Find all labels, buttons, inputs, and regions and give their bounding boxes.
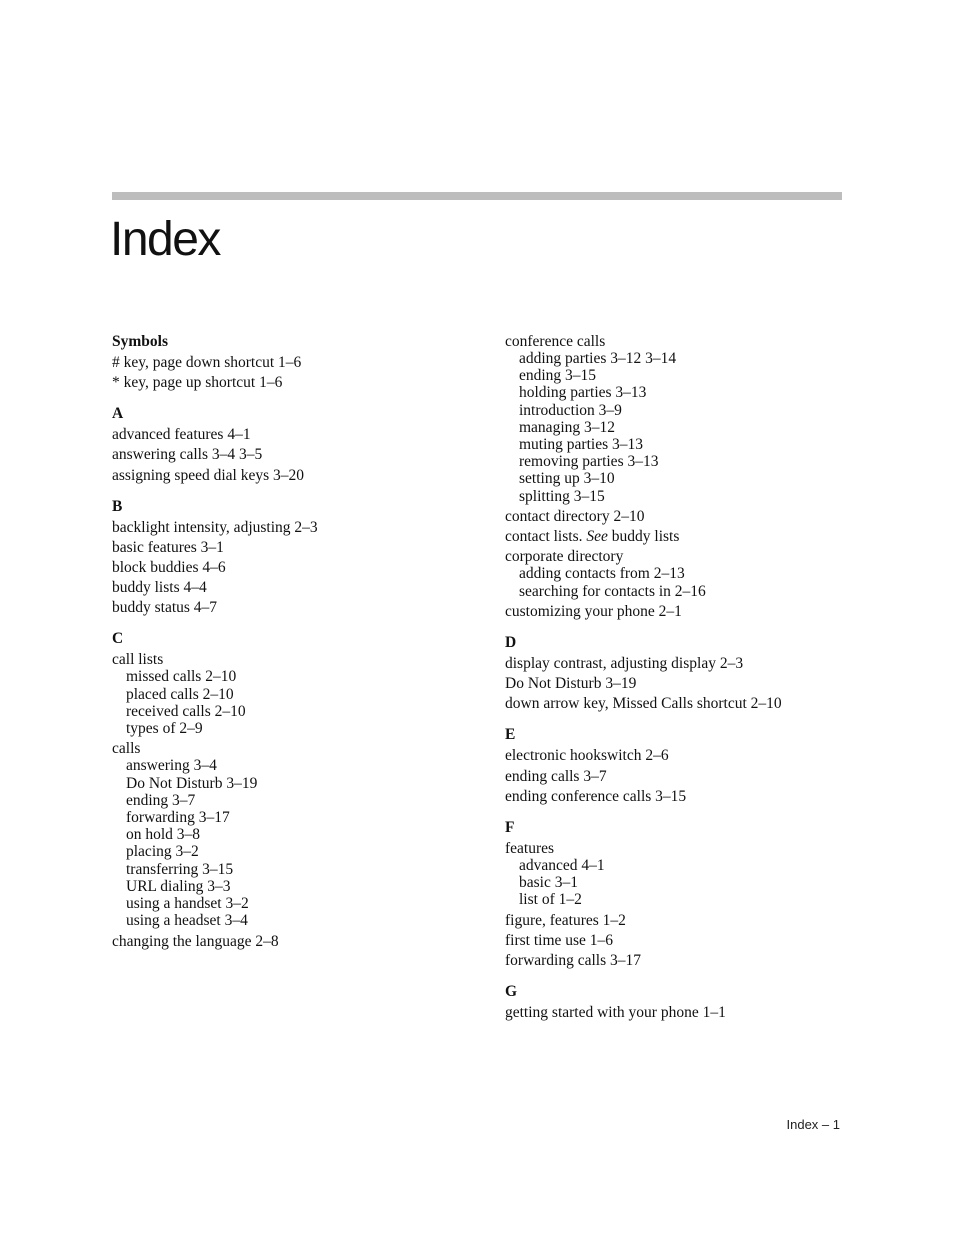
- index-subentry: list of 1–2: [519, 891, 582, 909]
- index-column-right: [505, 333, 845, 1035]
- index-entry: [505, 528, 845, 545]
- index-section: [505, 726, 845, 804]
- index-entry: [112, 374, 472, 391]
- index-entry: [112, 559, 472, 576]
- page-footer: Index – 1: [786, 1117, 840, 1132]
- index-entry: [505, 508, 845, 525]
- index-subentry: introduction 3–9: [519, 401, 622, 419]
- index-section: [112, 498, 472, 617]
- index-section: [505, 333, 845, 620]
- entry-term: features: [505, 839, 555, 857]
- index-entry-text: [505, 603, 845, 620]
- section-letter: C: [112, 630, 124, 648]
- entry-term: # key, page down shortcut 1–6: [112, 354, 302, 371]
- index-entry: [505, 603, 845, 620]
- index-entry-text: [112, 374, 472, 391]
- index-entry-text: [505, 768, 845, 785]
- entry-term: basic features 3–1: [112, 538, 224, 556]
- index-subentry: URL dialing 3–3: [126, 877, 231, 895]
- index-entry-text: [112, 599, 472, 616]
- section-letter: G: [505, 982, 518, 1000]
- index-subentry: missed calls 2–10: [126, 668, 237, 686]
- index-entry-text: [112, 539, 472, 556]
- index-entry-text: [505, 912, 845, 929]
- entry-term: call lists: [112, 651, 164, 669]
- entry-term: ending calls 3–7: [505, 767, 607, 785]
- index-entry: [112, 354, 472, 371]
- index-entry: [505, 333, 845, 505]
- index-entry-text: [505, 333, 845, 350]
- index-section: [112, 630, 472, 949]
- entry-term: contact lists.: [505, 528, 587, 546]
- entry-term: changing the language 2–8: [112, 932, 279, 950]
- index-entry: [112, 740, 472, 929]
- index-subentry: ending 3–15: [519, 367, 597, 385]
- index-subentry: setting up 3–10: [519, 470, 615, 488]
- entry-term: electronic hookswitch 2–6: [505, 747, 669, 765]
- index-subentry: ending 3–7: [126, 791, 196, 809]
- index-entry: [505, 788, 845, 805]
- index-entry: [112, 651, 472, 737]
- section-letter: B: [112, 497, 123, 515]
- index-entry: [505, 932, 845, 949]
- index-section: [112, 333, 472, 391]
- index-entry-text: [505, 655, 845, 672]
- entry-term: corporate directory: [505, 548, 624, 566]
- section-letter: E: [505, 726, 516, 744]
- index-entry: [505, 768, 845, 785]
- index-entry-text: [112, 579, 472, 596]
- index-entry-text: [112, 559, 472, 576]
- index-subentry: advanced 4–1: [519, 856, 605, 874]
- index-entry: [505, 912, 845, 929]
- index-entry-text: [112, 740, 472, 757]
- index-subentry: placing 3–2: [126, 843, 199, 861]
- entry-term: Do Not Disturb 3–19: [505, 675, 637, 693]
- index-entry: [505, 747, 845, 764]
- section-letter: A: [112, 405, 124, 423]
- index-entry-text: [112, 467, 472, 484]
- entry-term: contact directory 2–10: [505, 508, 645, 526]
- entry-term: advanced features 4–1: [112, 426, 251, 444]
- index-subentry: using a headset 3–4: [126, 912, 248, 930]
- index-entry-text: [505, 695, 845, 712]
- entry-term: * key, page up shortcut 1–6: [112, 374, 283, 392]
- index-section: [112, 405, 472, 483]
- index-entry-text: [505, 548, 845, 565]
- index-subentry: basic 3–1: [519, 873, 578, 891]
- index-entry: [505, 675, 845, 692]
- index-entry: [505, 695, 845, 712]
- entry-term: answering calls 3–4 3–5: [112, 446, 263, 464]
- index-entry: [505, 655, 845, 672]
- index-subentry: holding parties 3–13: [519, 384, 647, 402]
- index-subentry: adding parties 3–12 3–14: [519, 350, 677, 367]
- entry-term: calls: [112, 740, 141, 758]
- index-entry: [505, 840, 845, 909]
- index-subentry: transferring 3–15: [126, 860, 234, 878]
- index-entry-text: [112, 354, 472, 371]
- index-entry-text: [505, 788, 845, 805]
- index-subentry: types of 2–9: [126, 719, 203, 737]
- index-entry: [112, 933, 472, 950]
- index-entry-text: [505, 747, 845, 764]
- index-subentry: managing 3–12: [519, 418, 615, 436]
- index-subentry: adding contacts from 2–13: [519, 565, 685, 583]
- index-entry: [112, 446, 472, 463]
- header-rule: [112, 192, 842, 200]
- index-subentry: received calls 2–10: [126, 702, 246, 720]
- section-letter: D: [505, 633, 517, 651]
- entry-term: customizing your phone 2–1: [505, 602, 682, 620]
- index-entry-text: [112, 446, 472, 463]
- entry-term: assigning speed dial keys 3–20: [112, 466, 305, 484]
- index-subentry: using a handset 3–2: [126, 894, 249, 912]
- section-letter: Symbols: [112, 333, 168, 350]
- see-target: buddy lists: [607, 528, 680, 546]
- entry-term: buddy status 4–7: [112, 599, 218, 617]
- index-subentry: placed calls 2–10: [126, 685, 234, 703]
- entry-term: conference calls: [505, 333, 606, 350]
- index-entry-text: [505, 528, 845, 545]
- index-entry: [505, 548, 845, 599]
- index-subentry: muting parties 3–13: [519, 436, 643, 454]
- index-entry-text: [112, 933, 472, 950]
- entry-term: figure, features 1–2: [505, 911, 626, 929]
- index-section: [505, 983, 845, 1021]
- index-entry-text: [505, 932, 845, 949]
- index-entry-text: [505, 952, 845, 969]
- section-letter: F: [505, 818, 515, 836]
- index-entry-text: [112, 651, 472, 668]
- index-entry: [112, 599, 472, 616]
- entry-term: first time use 1–6: [505, 931, 614, 949]
- see-reference: See: [586, 528, 608, 546]
- index-subentry: answering 3–4: [126, 757, 217, 775]
- entry-term: display contrast, adjusting display 2–3: [505, 654, 744, 672]
- entry-term: ending conference calls 3–15: [505, 787, 687, 805]
- index-entry-text: [505, 675, 845, 692]
- entry-term: block buddies 4–6: [112, 558, 226, 576]
- entry-term: forwarding calls 3–17: [505, 951, 642, 969]
- index-entry-text: [505, 1004, 845, 1021]
- index-column-left: [112, 333, 472, 964]
- index-entry-text: [112, 519, 472, 536]
- index-section: [505, 819, 845, 969]
- index-entry: [505, 1004, 845, 1021]
- index-subentry: removing parties 3–13: [519, 453, 659, 471]
- index-entry-text: [112, 426, 472, 443]
- index-entry: [112, 539, 472, 556]
- index-subentry: Do Not Disturb 3–19: [126, 774, 258, 792]
- index-subentry: searching for contacts in 2–16: [519, 582, 706, 600]
- index-entry: [112, 519, 472, 536]
- index-entry: [112, 426, 472, 443]
- entry-term: getting started with your phone 1–1: [505, 1003, 726, 1021]
- entry-term: backlight intensity, adjusting 2–3: [112, 518, 318, 536]
- index-section: [505, 634, 845, 712]
- index-entry: [112, 579, 472, 596]
- index-entry: [112, 467, 472, 484]
- index-subentry: forwarding 3–17: [126, 808, 230, 826]
- entry-term: buddy lists 4–4: [112, 579, 207, 597]
- entry-term: down arrow key, Missed Calls shortcut 2–10: [505, 695, 782, 713]
- index-entry: [505, 952, 845, 969]
- page-title: Index: [110, 213, 220, 266]
- index-entry-text: [505, 840, 845, 857]
- index-subentry: on hold 3–8: [126, 826, 201, 844]
- index-entry-text: [505, 508, 845, 525]
- index-subentry: splitting 3–15: [519, 487, 605, 505]
